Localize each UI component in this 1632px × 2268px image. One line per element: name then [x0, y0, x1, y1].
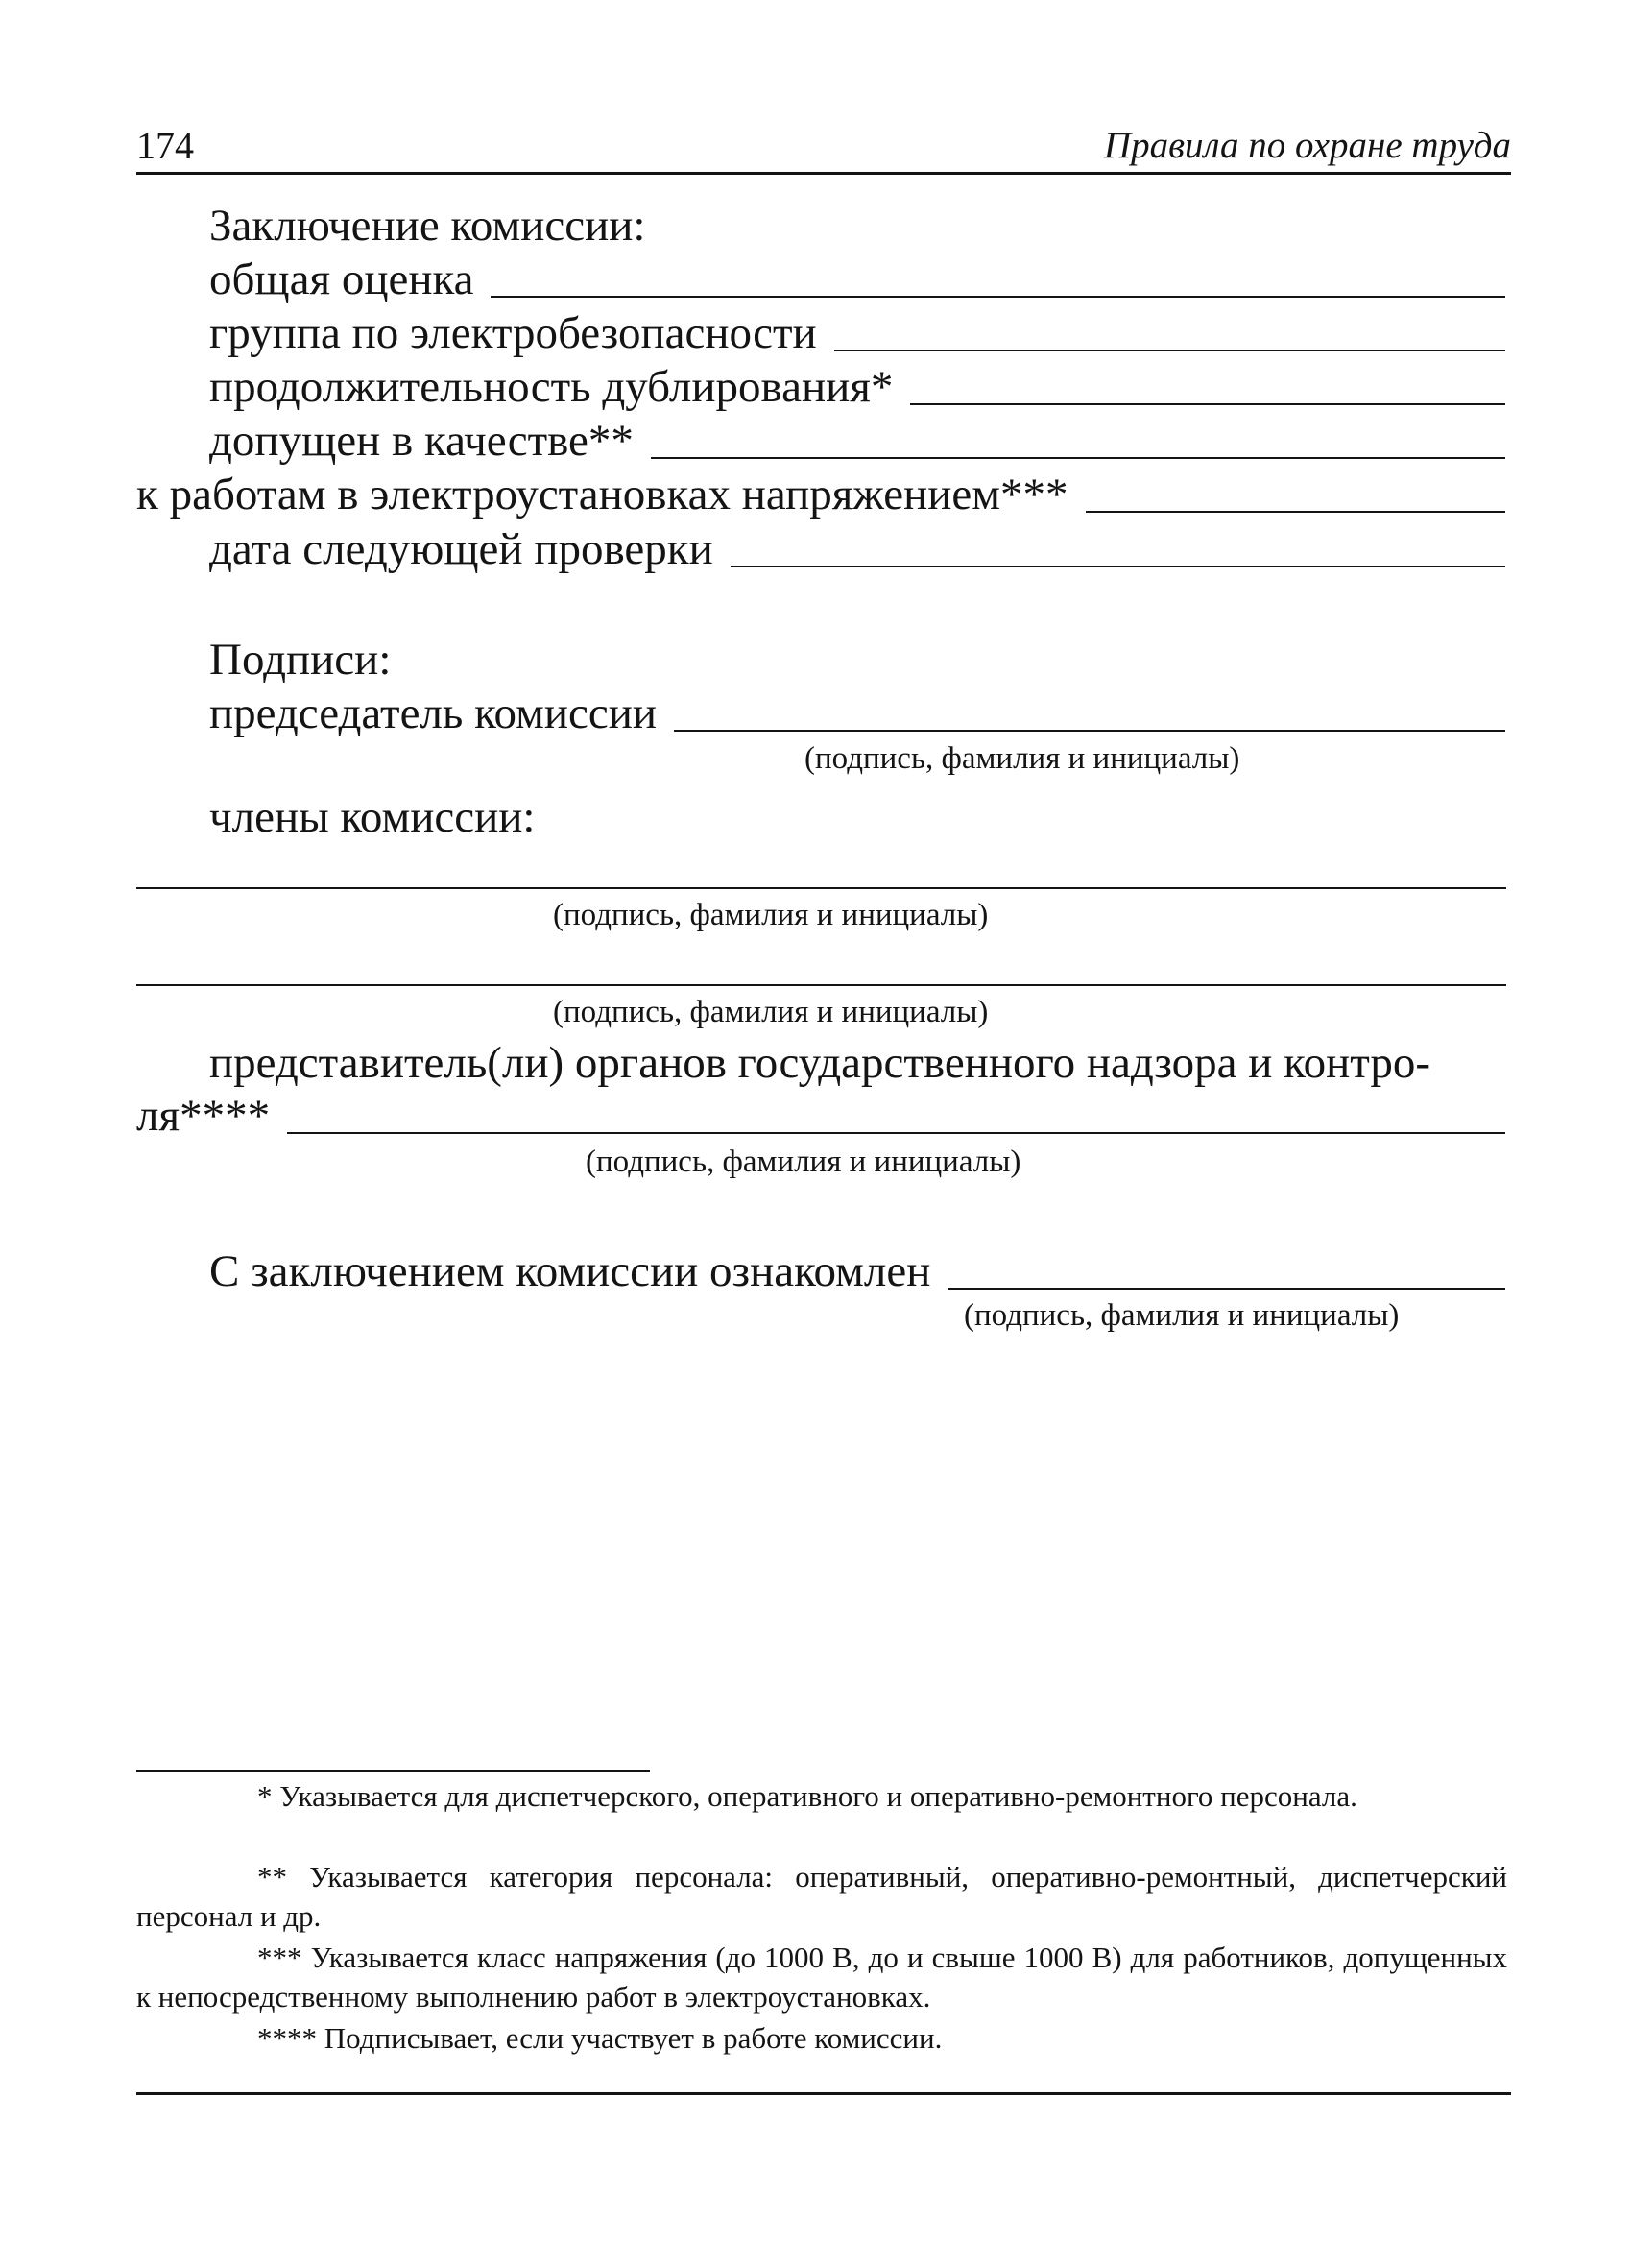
admitted-as-field[interactable] — [651, 457, 1505, 459]
chairman-label: председатель комиссии — [209, 688, 658, 738]
voltage-work-field[interactable] — [1086, 511, 1505, 513]
next-check-date-label: дата следующей проверки — [209, 524, 713, 574]
acquainted-label: С заключением комиссии ознакомлен — [209, 1246, 931, 1296]
page-number: 174 — [136, 124, 194, 167]
member1-signature-field[interactable] — [136, 887, 1506, 889]
safety-group-row — [209, 305, 1505, 361]
running-title: Правила по охране труда — [1103, 125, 1511, 166]
footnote-2: ** Указывается категория персонала: оперативный, оперативно-ремонтный, диспетчерский персонал и др. — [136, 1860, 1507, 1933]
admitted-as-label: допущен в качестве** — [209, 416, 634, 466]
conclusion-heading: Заключение комиссии: — [209, 201, 646, 251]
voltage-work-row — [136, 467, 1505, 522]
inspectors-label-line2: ля**** — [136, 1091, 271, 1141]
footnote-4: **** Подписывает, если участвует в работе комиссии. — [257, 2021, 943, 2055]
inspectors-caption: (подпись, фамилия и инициалы) — [586, 1145, 1021, 1179]
chairman-caption: (подпись, фамилия и инициалы) — [804, 741, 1240, 776]
signatures-heading: Подписи: — [209, 635, 392, 685]
acquainted-row — [209, 1243, 1505, 1299]
inspectors-row — [136, 1088, 1505, 1144]
header-rule — [136, 172, 1511, 175]
duplication-duration-field[interactable] — [910, 403, 1505, 405]
safety-group-label: группа по электробезопасности — [209, 308, 817, 358]
admitted-as-row — [209, 413, 1505, 469]
voltage-work-label: к работам в электроустановках напряжением*** — [136, 470, 1068, 519]
acquainted-caption: (подпись, фамилия и инициалы) — [964, 1298, 1400, 1333]
footnote-separator — [136, 1770, 650, 1772]
acquainted-signature-field[interactable] — [948, 1288, 1505, 1290]
footnote-1: * Указывается для диспетчерского, оперативного и оперативно-ремонтного персонала. — [257, 1779, 1357, 1813]
next-check-date-row — [209, 521, 1505, 577]
safety-group-field[interactable] — [834, 350, 1505, 351]
inspectors-signature-field[interactable] — [287, 1132, 1505, 1134]
member2-caption: (подпись, фамилия и инициалы) — [553, 995, 989, 1029]
member2-signature-field[interactable] — [136, 984, 1506, 986]
inspectors-label-line1: представитель(ли) органов государственного надзора и контро- — [209, 1038, 1431, 1088]
general-assessment-label: общая оценка — [209, 254, 474, 304]
next-check-date-field[interactable] — [731, 566, 1505, 567]
footnote-3: *** Указывается класс напряжения (до 1000 В, до и свыше 1000 В) для работников, допущенных к непосредственному выполнению работ в электроустановках. — [136, 1941, 1507, 2014]
chairman-row — [209, 686, 1505, 741]
member1-caption: (подпись, фамилия и инициалы) — [553, 898, 989, 932]
bottom-rule — [136, 2092, 1511, 2095]
chairman-signature-field[interactable] — [674, 730, 1505, 732]
general-assessment-row — [209, 252, 1505, 307]
duplication-duration-row — [209, 359, 1505, 415]
duplication-duration-label: продолжительность дублирования* — [209, 362, 894, 412]
members-label: члены комиссии: — [209, 792, 536, 842]
general-assessment-field[interactable] — [491, 296, 1505, 298]
